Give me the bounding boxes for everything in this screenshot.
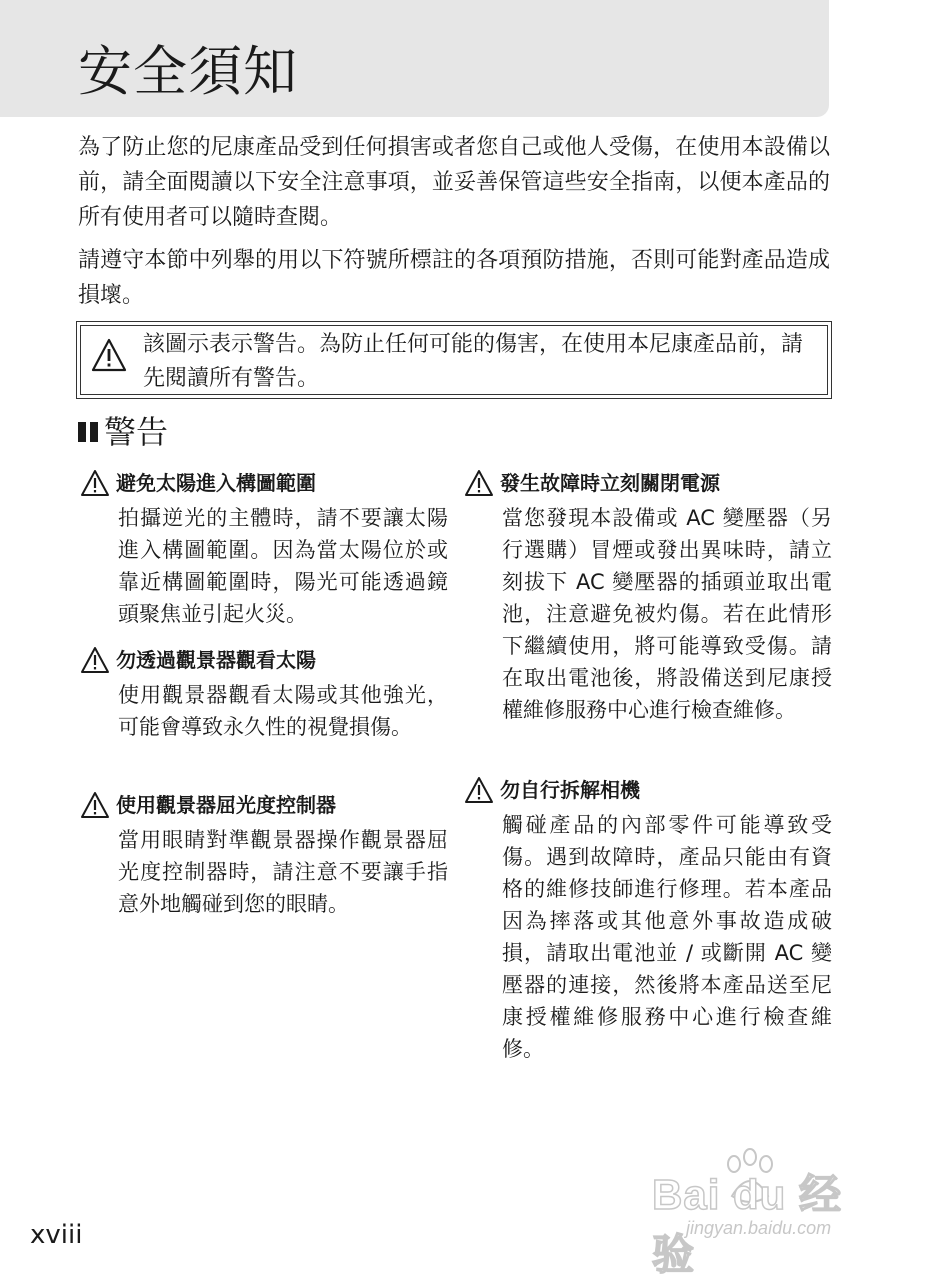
watermark-brand: Bai du 经验 bbox=[652, 1171, 843, 1278]
section-heading-label: 警告 bbox=[104, 413, 169, 451]
warning-triangle-icon bbox=[80, 469, 110, 497]
warning-item-title bbox=[80, 468, 448, 498]
warning-title-text: 發生故障時立刻關閉電源 bbox=[500, 471, 720, 495]
warning-triangle-icon bbox=[80, 646, 110, 674]
notice-text: 該圖示表示警告。為防止任何可能的傷害，在使用本尼康產品前，請先閱讀所有警告。 bbox=[143, 332, 804, 391]
warning-title-text: 避免太陽進入構圖範圍 bbox=[116, 471, 316, 495]
warning-notice-box bbox=[76, 321, 832, 399]
page-number: xviii bbox=[30, 1220, 83, 1250]
warning-title-text: 勿自行拆解相機 bbox=[500, 778, 640, 802]
baidu-jingyan-watermark bbox=[652, 1148, 882, 1278]
warning-item-body: 觸碰產品的內部零件可能導致受傷。遇到故障時，產品只能由有資格的維修技師進行修理。若本產品因為摔落或其他意外事故造成破損，請取出電池並 / 或斷開 AC 變壓器的連接，然後將本產品送至尼康授權維修服務中心進行檢查維修。 bbox=[502, 813, 832, 1061]
warning-item-title bbox=[80, 790, 448, 820]
warning-triangle-icon bbox=[80, 791, 110, 819]
warning-item bbox=[464, 468, 832, 726]
section-heading bbox=[78, 410, 168, 454]
heading-bars-marker bbox=[78, 422, 98, 442]
warning-item bbox=[80, 790, 448, 920]
intro-paragraph-2: 請遵守本節中列舉的用以下符號所標註的各項預防措施，否則可能對產品造成損壞。 bbox=[78, 248, 830, 308]
warning-title-text: 勿透過觀景器觀看太陽 bbox=[116, 648, 316, 672]
warning-triangle-icon bbox=[91, 338, 127, 372]
warning-item-body: 拍攝逆光的主體時，請不要讓太陽進入構圖範圍。因為當太陽位於或靠近構圖範圍時，陽光可能透過鏡頭聚焦並引起火災。 bbox=[118, 506, 448, 626]
page-title: 安全須知 bbox=[78, 40, 298, 103]
warning-title-text: 使用觀景器屈光度控制器 bbox=[116, 793, 336, 817]
warning-item-body: 當您發現本設備或 AC 變壓器（另行選購）冒煙或發出異味時，請立刻拔下 AC 變壓器的插頭並取出電池，注意避免被灼傷。若在此情形下繼續使用，將可能導致受傷。請在取出電池後，將設備送到尼康授權維修服務中心進行檢查維修。 bbox=[502, 506, 832, 722]
warning-item bbox=[80, 645, 448, 743]
watermark-url: jingyan.baidu.com bbox=[686, 1218, 832, 1238]
warning-item-title bbox=[464, 468, 832, 498]
warning-item bbox=[464, 775, 832, 1065]
warning-triangle-icon bbox=[464, 776, 494, 804]
warning-item bbox=[80, 468, 448, 630]
warning-item-body: 使用觀景器觀看太陽或其他強光，可能會導致永久性的視覺損傷。 bbox=[118, 683, 448, 739]
warning-item-title bbox=[80, 645, 448, 675]
warning-triangle-icon bbox=[464, 469, 494, 497]
warning-item-body: 當用眼睛對準觀景器操作觀景器屈光度控制器時，請注意不要讓手指意外地觸碰到您的眼睛。 bbox=[118, 828, 448, 916]
notice-box-inner-frame bbox=[80, 325, 828, 395]
warning-item-title bbox=[464, 775, 832, 805]
intro-paragraph-1: 為了防止您的尼康產品受到任何損害或者您自己或他人受傷，在使用本設備以前，請全面閱讀以下安全注意事項，並妥善保管這些安全指南，以便本產品的所有使用者可以隨時查閱。 bbox=[78, 135, 830, 230]
